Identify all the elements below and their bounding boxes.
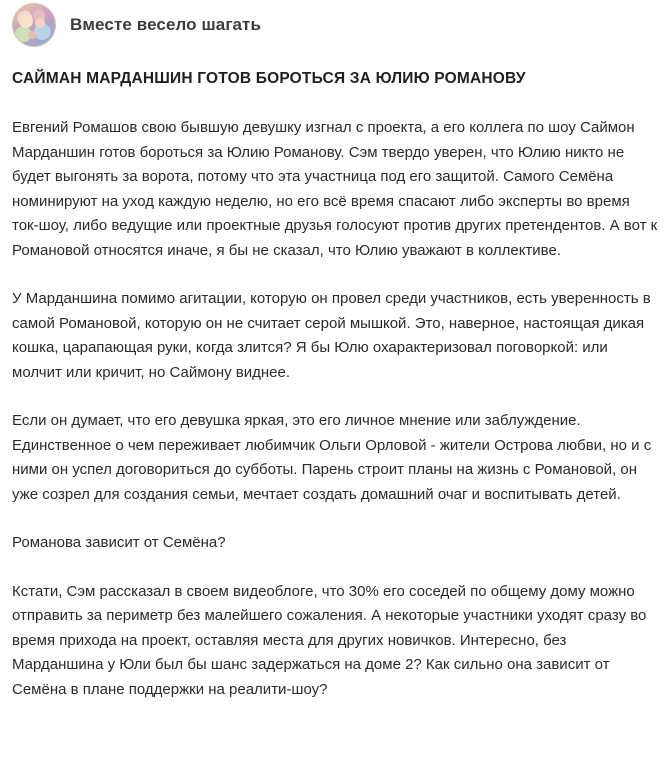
paragraph: Если он думает, что его девушка яркая, это его личное мнение или заблуждение. Единственное о чем переживает любимчик Ольги Орловой - жители Острова любви, но и с ними он успел договориться до субботы. Парень строит планы на жизнь с Романовой, он уже созрел для создания семьи, мечтает создать домашний очаг и воспитывать детей. [12, 412, 652, 503]
paragraph: Кстати, Сэм рассказал в своем видеоблоге, что 30% его соседей по общему дому можно отправить за периметр без малейшего сожаления. А некоторые участники уходят сразу во время прихода на проект, оставляя места для других новичков. Интересно, без Марданшина у Юли был бы шанс задержаться на доме 2? Как сильно она зависит от Семёна в плане поддержки на реалити-шоу? [12, 582, 647, 698]
paragraph: У Марданшина помимо агитации, которую он провел среди участников, есть уверенность в самой Романовой, которую он не считает серой мышкой. Это, наверное, настоящая дикая кошка, царапающая руки, когда злится? Я бы Юлю охарактеризовал поговоркой: или молчит или кричит, но Саймону виднее. [12, 290, 651, 381]
avatar-highlight [19, 14, 33, 28]
article-body [12, 116, 658, 702]
blog-header [10, 0, 660, 48]
paragraph: Евгений Ромашов свою бывшую девушку изгнал с проекта, а его коллега по шоу Саймон Марданшин готов бороться за Юлию Романову. Сэм твердо уверен, что Юлию никто не будет выгонять за ворота, потому что эта участница под его защитой. Самого Семёна номинируют на уход каждую неделю, но его всё время спасают либо эксперты во время ток-шоу, либо ведущие или проектные друзья голосуют против других претендентов. А вот к Романовой относятся иначе, я бы не сказал, что Юлию уважают в коллективе. [12, 119, 658, 259]
paragraph-subheading: Романова зависит от Семёна? [12, 534, 226, 551]
blog-title[interactable]: Вместе весело шагать [70, 15, 262, 34]
page-title: САЙМАН МАРДАНШИН ГОТОВ БОРОТЬСЯ ЗА ЮЛИЮ РОМАНОВУ [12, 70, 526, 87]
avatar[interactable] [12, 3, 56, 47]
